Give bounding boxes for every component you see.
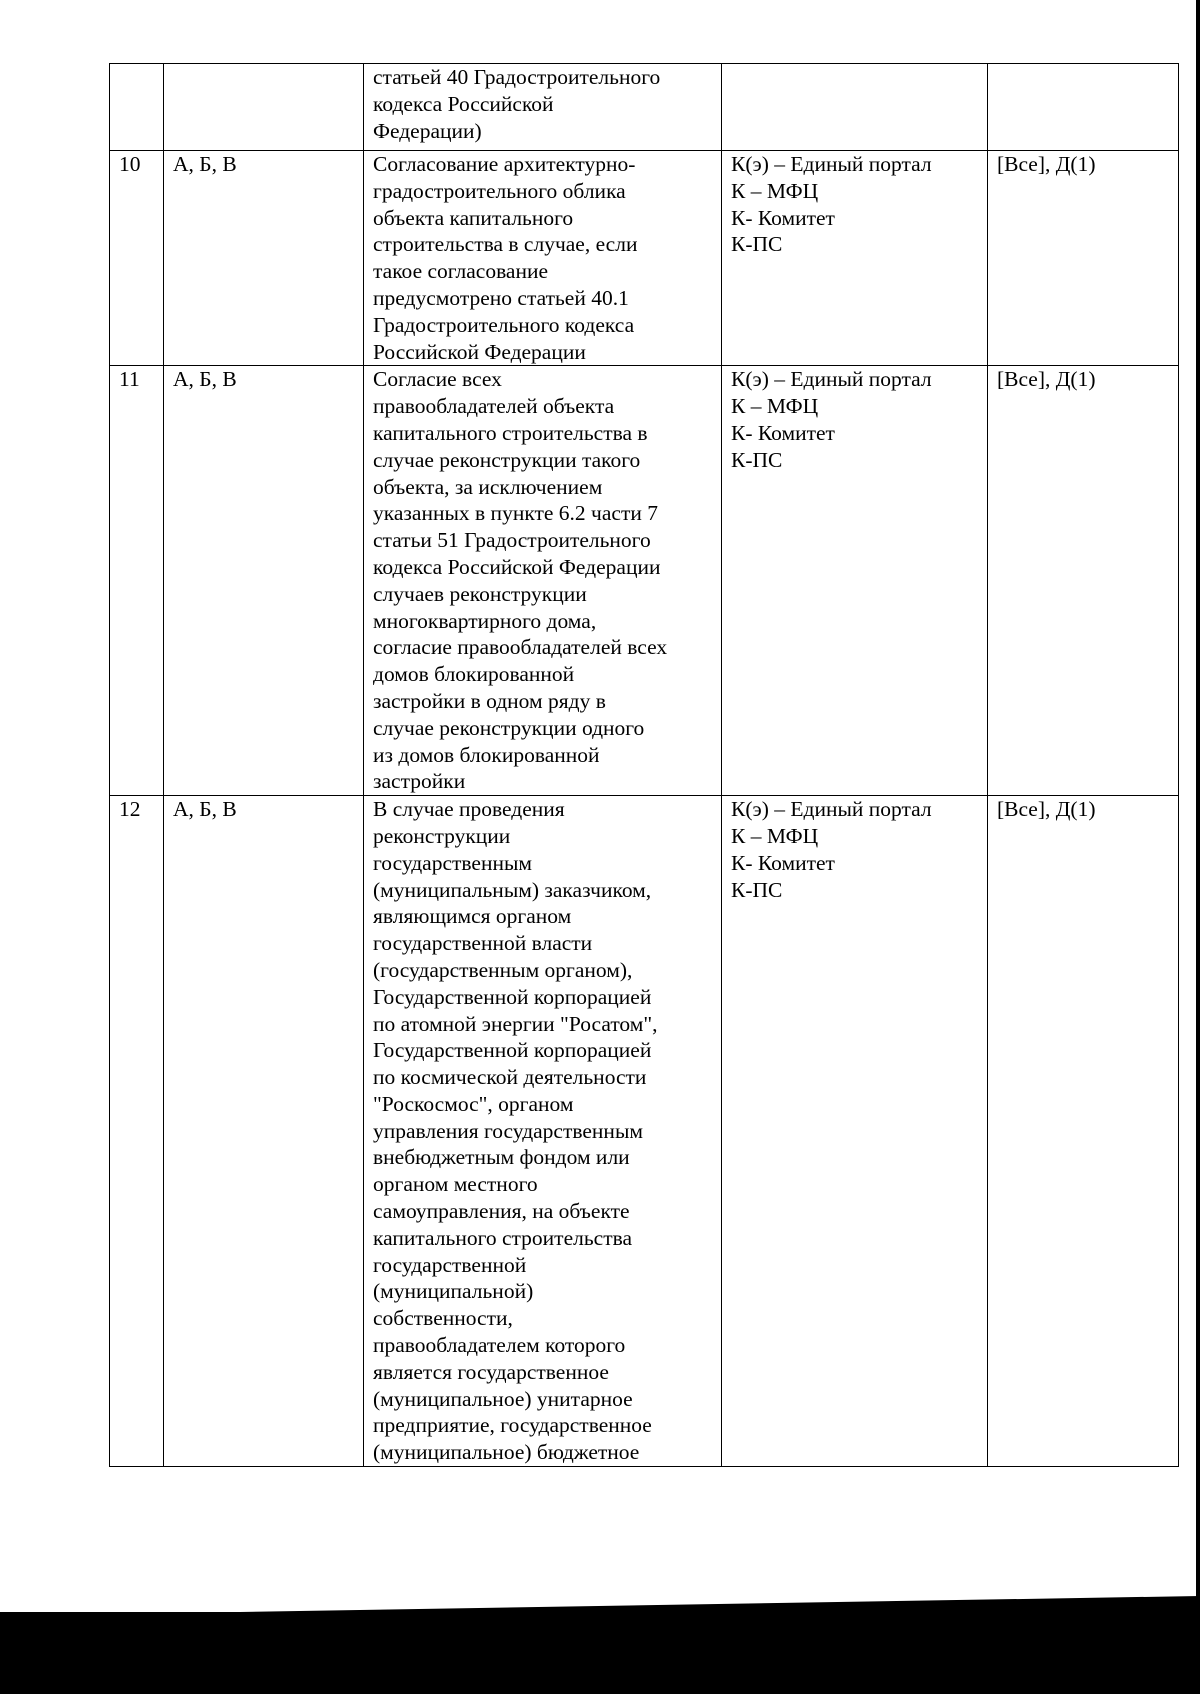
category-cell: А, Б, В: [164, 796, 364, 1467]
cell-text-line: домов блокированной: [373, 662, 575, 687]
codes-cell: [Все], Д(1): [988, 151, 1179, 366]
cell-text-line: государственной: [373, 1252, 527, 1277]
cell-text-line: органом местного: [373, 1172, 538, 1197]
cell-text-line: самоуправления, на объекте: [373, 1199, 630, 1224]
cell-text-line: К(э) – Единый портал: [731, 367, 932, 392]
cell-text-line: градостроительного облика: [373, 178, 626, 203]
cell-text-line: К – МФЦ: [731, 178, 819, 203]
cell-text-line: К – МФЦ: [731, 823, 819, 848]
cell-text-line: Государственной корпорацией: [373, 984, 652, 1009]
cell-text-line: случае реконструкции такого: [373, 447, 641, 472]
description-cell: [364, 796, 722, 1467]
cell-text-line: застройки: [373, 769, 466, 794]
cell-text-line: капитального строительства в: [373, 420, 648, 445]
methods-cell: [722, 64, 988, 151]
cell-text-line: Российской Федерации: [373, 339, 586, 364]
cell-text-line: К-ПС: [731, 447, 783, 472]
cell-text-line: застройки в одном ряду в: [373, 688, 606, 713]
cell-text-line: многоквартирного дома,: [373, 608, 597, 633]
category-cell: [164, 64, 364, 151]
cell-text-line: объекта, за исключением: [373, 474, 603, 499]
cell-text-line: Согласование архитектурно-: [373, 152, 636, 176]
cell-text-line: "Роскосмос", органом: [373, 1091, 574, 1116]
cell-text-line: согласие правообладателей всех: [373, 635, 668, 660]
cell-text-line: (муниципальной): [373, 1279, 534, 1304]
cell-text-line: указанных в пункте 6.2 части 7: [373, 501, 658, 526]
category-cell: А, Б, В: [164, 151, 364, 366]
description-cell: [364, 64, 722, 151]
cell-text-line: является государственное: [373, 1359, 609, 1384]
cell-text-line: предприятие, государственное: [373, 1413, 652, 1438]
cell-text-line: внебюджетным фондом или: [373, 1145, 630, 1170]
cell-text-line: такое согласование: [373, 259, 549, 284]
description-cell: [364, 151, 722, 366]
cell-text-line: государственной власти: [373, 931, 593, 956]
cell-text-line: Федерации): [373, 118, 482, 143]
cell-text-line: из домов блокированной: [373, 742, 600, 767]
table-row: [110, 64, 1179, 151]
table-row: [110, 151, 1179, 366]
cell-text-line: объекта капитального: [373, 205, 574, 230]
cell-text-line: государственным: [373, 850, 533, 875]
codes-cell: [Все], Д(1): [988, 796, 1179, 1467]
cell-text-line: К- Комитет: [731, 850, 835, 875]
cell-text-line: К – МФЦ: [731, 394, 819, 419]
cell-text-line: (государственным органом),: [373, 957, 633, 982]
scan-right-edge: [1196, 0, 1200, 1694]
row-number-cell: 10: [110, 151, 164, 366]
cell-text-line: статьей 40 Градостроительного: [373, 65, 661, 89]
cell-text-line: (муниципальное) бюджетное: [373, 1440, 640, 1465]
cell-text-line: (муниципальное) унитарное: [373, 1386, 633, 1411]
cell-text-line: В случае проведения: [373, 797, 565, 822]
cell-text-line: Градостроительного кодекса: [373, 312, 635, 337]
cell-text-line: правообладателем которого: [373, 1333, 626, 1358]
cell-text-line: правообладателей объекта: [373, 394, 615, 419]
cell-text-line: управления государственным: [373, 1118, 643, 1143]
row-number-cell: 11: [110, 366, 164, 796]
methods-cell: [722, 796, 988, 1467]
cell-text-line: К- Комитет: [731, 205, 835, 230]
cell-text-line: Государственной корпорацией: [373, 1038, 652, 1063]
cell-text-line: являющимся органом: [373, 904, 572, 929]
cell-text-line: строительства в случае, если: [373, 232, 638, 257]
cell-text-line: реконструкции: [373, 823, 511, 848]
codes-cell: [Все], Д(1): [988, 366, 1179, 796]
row-number-cell: 12: [110, 796, 164, 1467]
cell-text-line: кодекса Российской: [373, 91, 554, 116]
category-cell: А, Б, В: [164, 366, 364, 796]
cell-text-line: предусмотрено статьей 40.1: [373, 285, 629, 310]
methods-cell: [722, 366, 988, 796]
codes-cell: [988, 64, 1179, 151]
cell-text-line: (муниципальным) заказчиком,: [373, 877, 652, 902]
cell-text-line: по атомной энергии "Росатом",: [373, 1011, 658, 1036]
cell-text-line: кодекса Российской Федерации: [373, 554, 661, 579]
row-number-cell: [110, 64, 164, 151]
cell-text-line: капитального строительства: [373, 1225, 633, 1250]
cell-text-line: случае реконструкции одного: [373, 715, 645, 740]
scan-bottom-band: [0, 1612, 1200, 1694]
table-row: [110, 366, 1179, 796]
cell-text-line: К-ПС: [731, 877, 783, 902]
cell-text-line: Согласие всех: [373, 367, 502, 392]
cell-text-line: К-ПС: [731, 232, 783, 257]
document-table: [109, 63, 1179, 1467]
cell-text-line: К(э) – Единый портал: [731, 797, 932, 822]
cell-text-line: К(э) – Единый портал: [731, 152, 932, 176]
cell-text-line: собственности,: [373, 1306, 513, 1331]
table-row: [110, 796, 1179, 1467]
methods-cell: [722, 151, 988, 366]
description-cell: [364, 366, 722, 796]
cell-text-line: по космической деятельности: [373, 1065, 647, 1090]
cell-text-line: статьи 51 Градостроительного: [373, 528, 651, 553]
cell-text-line: К- Комитет: [731, 420, 835, 445]
cell-text-line: случаев реконструкции: [373, 581, 587, 606]
